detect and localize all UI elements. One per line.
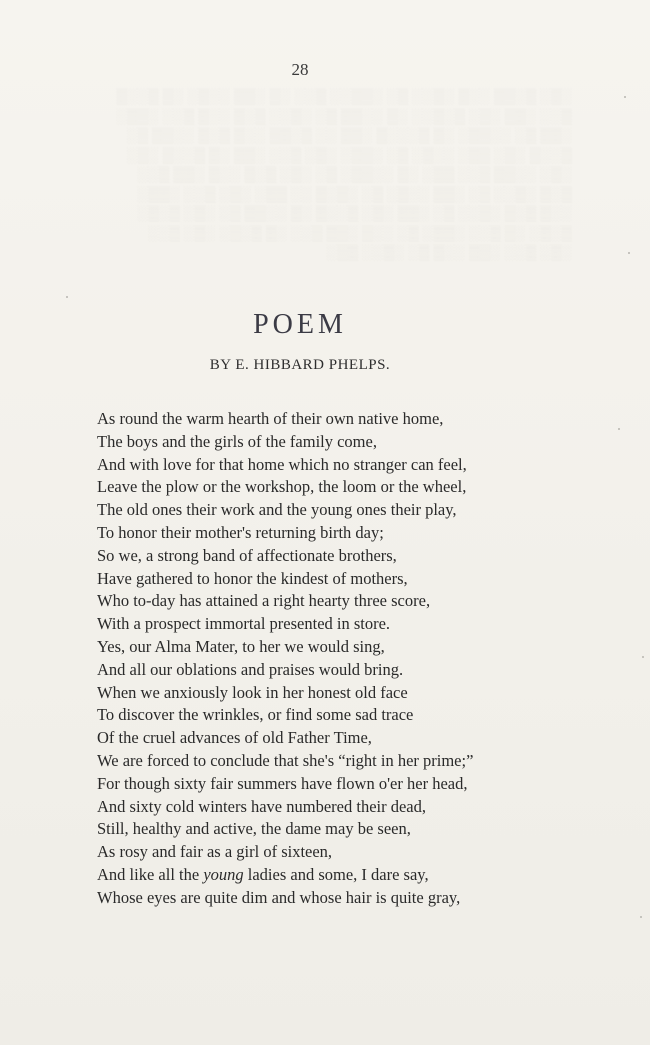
- poem-line: With a prospect immortal presented in store.: [97, 614, 391, 634]
- paper-speck: [624, 96, 626, 98]
- poem-line: Whose eyes are quite dim and whose hair is quite gray,: [97, 887, 461, 907]
- poem-line: To honor their mother's returning birth day;: [97, 522, 384, 542]
- poem-body: [97, 408, 557, 910]
- poem-line: So we, a strong band of affectionate brothers,: [97, 545, 397, 565]
- poem-line: As rosy and fair as a girl of sixteen,: [97, 842, 333, 862]
- poem-line: As round the warm hearth of their own native home,: [97, 409, 444, 428]
- poem-line: Still, healthy and active, the dame may be seen,: [97, 819, 411, 839]
- poem-byline: BY E. HIBBARD PHELPS.: [209, 357, 391, 373]
- emphasized-word: young: [203, 864, 244, 884]
- poem-line: The old ones their work and the young ones their play,: [97, 500, 457, 520]
- poem-line: The boys and the girls of the family come,: [97, 431, 377, 451]
- page-number: 28: [291, 60, 309, 79]
- poem-line-with-emphasis: [97, 864, 557, 887]
- poem-line: And sixty cold winters have numbered their dead,: [97, 796, 426, 816]
- poem-line: For though sixty fair summers have flown o'er her head,: [97, 773, 468, 793]
- poem-line: And with love for that home which no stranger can feel,: [97, 454, 467, 474]
- poem-line: Of the cruel advances of old Father Time,: [97, 728, 372, 748]
- poem-line: Who to-day has attained a right hearty three score,: [97, 591, 431, 611]
- poem-line: We are forced to conclude that she's “right in her prime;”: [97, 750, 474, 770]
- poem-line-start: And like all the: [97, 864, 204, 884]
- paper-speck: [628, 252, 630, 254]
- poem-line: Have gathered to honor the kindest of mothers,: [97, 568, 408, 588]
- paper-speck: [66, 296, 68, 298]
- poem-line: When we anxiously look in her honest old face: [97, 682, 408, 702]
- poem-line: And all our oblations and praises would bring.: [97, 659, 404, 679]
- poem-line: Yes, our Alma Mater, to her we would sing,: [97, 636, 385, 656]
- poem-line: Leave the plow or the workshop, the loom or the wheel,: [97, 477, 467, 497]
- poem-line-end: ladies and some, I dare say,: [243, 864, 429, 884]
- poem-title: POEM: [253, 308, 347, 340]
- paper-speck: [618, 428, 620, 430]
- show-through-texture: ░▒░ ▒░▒▒ ░░▒ ░▒░░ ▒░ ░▒▒░░ ▒░░ ░▒ ░▒▒ ░░▒░ ░▒ ▒░░▒ ▒░░ ░▒▒ ░▒░ ▒░▒░░ ░▒ ░░▒▒ ▒░ ░▒░░ ▒░▒ ░░▒ ▒░░ ░▒▒░ ░▒▒ ▒░ ░░▒▒░ ░▒ ▒░░░▒ ░▒▒ ░░ ▒░▒▒ ░░▒ ▒░▒ ░░▒▒ ▒░ ▒░░▒ ░▒░ ▒▒░ ░░▒░ ▒░ ░▒▒░ ░▒░ ▒░░ ░▒▒ ░▒ ▒░░▒ ░▒░ ░▒░ ░░▒▒ ▒░░ ▒▒░ ░▒ ░░▒▒░ ▒░ ░▒░ ▒░▒ ░░▒ ░▒▒ ▒░░ ▒░▒ ░▒░░ ▒░ ░▒▒ ░░▒░ ▒░ ░▒░▒ ░░ ▒▒░ ░▒░ ▒░░ ░▒▒░ ░░▒ ▒░▒ ░▒░░ ▒░ ░▒▒ ░▒░ ▒░░▒ ░▒ ░░▒▒ ▒░ ░▒░ ▒░▒░ ▒░▒░ ░▒ ▒░░ ░▒▒░ ▒░ ░░▒ ░▒▒ ▒░░ ░▒ ▒░▒░ ░▒░ ▒░░ ░▒░ ▒░░ ░▒▒ ░░▒ ▒░ ░▒░░ ▒▒░: [116, 89, 572, 261]
- poem-line: To discover the wrinkles, or find some sad trace: [97, 705, 414, 725]
- paper-speck: [642, 656, 644, 658]
- paper-speck: [640, 916, 642, 918]
